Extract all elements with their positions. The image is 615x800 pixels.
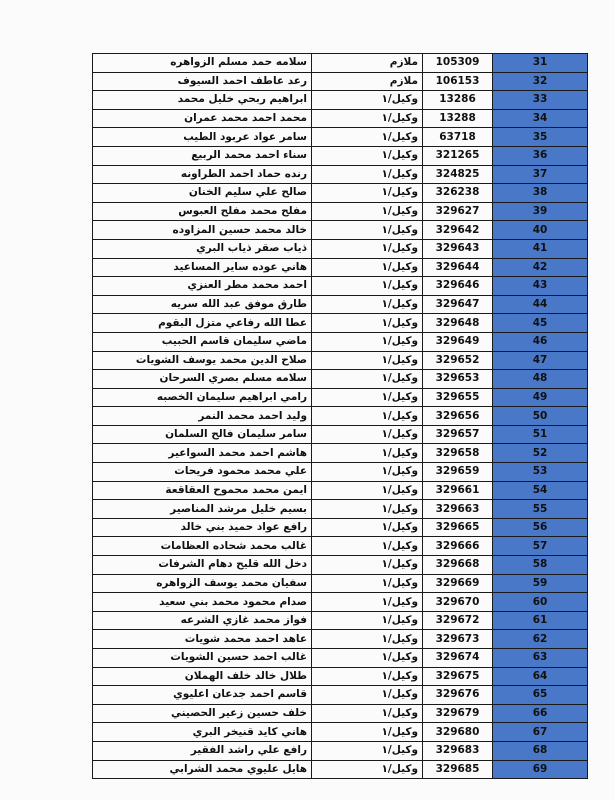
rank-cell: وكيل/١ (312, 760, 423, 779)
id-cell: 329627 (423, 202, 493, 221)
id-cell: 13288 (423, 109, 493, 128)
id-cell: 13286 (423, 91, 493, 110)
id-cell: 329665 (423, 518, 493, 537)
sequence-cell: 34 (493, 109, 588, 128)
name-cell: سلامه مسلم بصري السرحان (93, 370, 312, 389)
id-cell: 324825 (423, 165, 493, 184)
sequence-cell: 46 (493, 332, 588, 351)
table-row (93, 239, 588, 258)
name-cell: رافع عواد حميد بني خالد (93, 518, 312, 537)
sequence-cell: 55 (493, 500, 588, 519)
table-row (93, 723, 588, 742)
id-cell: 329676 (423, 686, 493, 705)
name-cell: ايمن محمد محموح العقاقعة (93, 481, 312, 500)
sequence-cell: 48 (493, 370, 588, 389)
id-cell: 329642 (423, 221, 493, 240)
rank-cell: وكيل/١ (312, 425, 423, 444)
id-cell: 329661 (423, 481, 493, 500)
id-cell: 329656 (423, 407, 493, 426)
table-row (93, 109, 588, 128)
name-cell: هاني كايد قنيخر البري (93, 723, 312, 742)
rank-cell: وكيل/١ (312, 500, 423, 519)
table-row (93, 184, 588, 203)
name-cell: سفيان محمد يوسف الزواهره (93, 574, 312, 593)
sequence-cell: 61 (493, 611, 588, 630)
sequence-cell: 38 (493, 184, 588, 203)
table-row (93, 649, 588, 668)
name-cell: طارق موفق عبد الله سريه (93, 295, 312, 314)
id-cell: 329646 (423, 277, 493, 296)
name-cell: غالب احمد حسين الشويات (93, 649, 312, 668)
id-cell: 329675 (423, 667, 493, 686)
name-cell: عاهد احمد محمد شويات (93, 630, 312, 649)
table-row (93, 128, 588, 147)
table-row (93, 407, 588, 426)
sequence-cell: 69 (493, 760, 588, 779)
name-cell: علي محمد محمود فريحات (93, 463, 312, 482)
sequence-cell: 60 (493, 593, 588, 612)
name-cell: صلاح الدين محمد يوسف الشويات (93, 351, 312, 370)
table-row (93, 277, 588, 296)
personnel-table (92, 53, 588, 779)
table-row (93, 593, 588, 612)
rank-cell: ملازم (312, 54, 423, 73)
rank-cell: وكيل/١ (312, 184, 423, 203)
name-cell: قاسم احمد جدعان اعليوي (93, 686, 312, 705)
id-cell: 105309 (423, 54, 493, 73)
name-cell: غالب محمد شحاده العظامات (93, 537, 312, 556)
sequence-cell: 56 (493, 518, 588, 537)
sequence-cell: 51 (493, 425, 588, 444)
table-row (93, 686, 588, 705)
name-cell: احمد محمد مطر العنزي (93, 277, 312, 296)
rank-cell: وكيل/١ (312, 91, 423, 110)
sequence-cell: 54 (493, 481, 588, 500)
sequence-cell: 35 (493, 128, 588, 147)
name-cell: صالح علي سليم الخنان (93, 184, 312, 203)
id-cell: 329644 (423, 258, 493, 277)
id-cell: 63718 (423, 128, 493, 147)
sequence-cell: 32 (493, 72, 588, 91)
id-cell: 329663 (423, 500, 493, 519)
name-cell: مفلح محمد مفلح العبوس (93, 202, 312, 221)
table-row (93, 574, 588, 593)
rank-cell: وكيل/١ (312, 277, 423, 296)
rank-cell: وكيل/١ (312, 667, 423, 686)
sequence-cell: 45 (493, 314, 588, 333)
sequence-cell: 49 (493, 388, 588, 407)
table-row (93, 630, 588, 649)
rank-cell: وكيل/١ (312, 741, 423, 760)
id-cell: 329655 (423, 388, 493, 407)
name-cell: خلف حسين زعير الحصيني (93, 704, 312, 723)
table-row (93, 146, 588, 165)
sequence-cell: 40 (493, 221, 588, 240)
table-row (93, 165, 588, 184)
id-cell: 329683 (423, 741, 493, 760)
table-row (93, 202, 588, 221)
sequence-cell: 66 (493, 704, 588, 723)
table-row (93, 704, 588, 723)
id-cell: 329673 (423, 630, 493, 649)
id-cell: 106153 (423, 72, 493, 91)
name-cell: هايل عليوي محمد الشرابي (93, 760, 312, 779)
rank-cell: وكيل/١ (312, 109, 423, 128)
sequence-cell: 68 (493, 741, 588, 760)
rank-cell: وكيل/١ (312, 686, 423, 705)
sequence-cell: 43 (493, 277, 588, 296)
sequence-cell: 41 (493, 239, 588, 258)
rank-cell: وكيل/١ (312, 630, 423, 649)
rank-cell: وكيل/١ (312, 295, 423, 314)
table-row (93, 611, 588, 630)
name-cell: هاشم احمد محمد السواعير (93, 444, 312, 463)
id-cell: 329648 (423, 314, 493, 333)
sequence-cell: 65 (493, 686, 588, 705)
table-row (93, 463, 588, 482)
id-cell: 329658 (423, 444, 493, 463)
id-cell: 329653 (423, 370, 493, 389)
name-cell: وليد احمد محمد النمر (93, 407, 312, 426)
rank-cell: وكيل/١ (312, 518, 423, 537)
id-cell: 329679 (423, 704, 493, 723)
table-row (93, 518, 588, 537)
id-cell: 329649 (423, 332, 493, 351)
table-row (93, 481, 588, 500)
table-row (93, 314, 588, 333)
id-cell: 329672 (423, 611, 493, 630)
id-cell: 329669 (423, 574, 493, 593)
name-cell: خالد محمد حسين المزاوده (93, 221, 312, 240)
id-cell: 329680 (423, 723, 493, 742)
name-cell: فواز محمد غازي الشرعه (93, 611, 312, 630)
rank-cell: وكيل/١ (312, 704, 423, 723)
name-cell: طلال خالد خلف الهملان (93, 667, 312, 686)
rank-cell: وكيل/١ (312, 332, 423, 351)
name-cell: ابراهيم ربحي خليل محمد (93, 91, 312, 110)
sequence-cell: 47 (493, 351, 588, 370)
id-cell: 329666 (423, 537, 493, 556)
name-cell: صدام محمود محمد بني سعيد (93, 593, 312, 612)
rank-cell: وكيل/١ (312, 146, 423, 165)
rank-cell: وكيل/١ (312, 463, 423, 482)
name-cell: رعد عاطف احمد السيوف (93, 72, 312, 91)
id-cell: 329652 (423, 351, 493, 370)
rank-cell: وكيل/١ (312, 370, 423, 389)
id-cell: 329657 (423, 425, 493, 444)
name-cell: سلامه حمد مسلم الزواهره (93, 54, 312, 73)
rank-cell: وكيل/١ (312, 407, 423, 426)
table-row (93, 500, 588, 519)
sequence-cell: 36 (493, 146, 588, 165)
rank-cell: وكيل/١ (312, 593, 423, 612)
id-cell: 329670 (423, 593, 493, 612)
table-row (93, 537, 588, 556)
sequence-cell: 42 (493, 258, 588, 277)
rank-cell: وكيل/١ (312, 388, 423, 407)
name-cell: سامر عواد عربود الطيب (93, 128, 312, 147)
rank-cell: وكيل/١ (312, 537, 423, 556)
rank-cell: وكيل/١ (312, 258, 423, 277)
name-cell: هاني عوده ساير المساعيد (93, 258, 312, 277)
sequence-cell: 67 (493, 723, 588, 742)
sequence-cell: 64 (493, 667, 588, 686)
id-cell: 329685 (423, 760, 493, 779)
sequence-cell: 31 (493, 54, 588, 73)
table-row (93, 332, 588, 351)
table-row (93, 54, 588, 73)
rank-cell: وكيل/١ (312, 202, 423, 221)
rank-cell: وكيل/١ (312, 481, 423, 500)
table-row (93, 370, 588, 389)
table-row (93, 741, 588, 760)
table-row (93, 388, 588, 407)
name-cell: سناء احمد محمد الربيع (93, 146, 312, 165)
id-cell: 329659 (423, 463, 493, 482)
id-cell: 329668 (423, 556, 493, 575)
rank-cell: وكيل/١ (312, 444, 423, 463)
rank-cell: ملازم (312, 72, 423, 91)
rank-cell: وكيل/١ (312, 611, 423, 630)
id-cell: 329643 (423, 239, 493, 258)
sequence-cell: 39 (493, 202, 588, 221)
table-row (93, 444, 588, 463)
rank-cell: وكيل/١ (312, 723, 423, 742)
table-row (93, 760, 588, 779)
name-cell: دخل الله قليح دهام الشرفات (93, 556, 312, 575)
sequence-cell: 50 (493, 407, 588, 426)
sequence-cell: 33 (493, 91, 588, 110)
name-cell: بسيم خليل مرشد المناصير (93, 500, 312, 519)
id-cell: 321265 (423, 146, 493, 165)
sequence-cell: 37 (493, 165, 588, 184)
table-row (93, 91, 588, 110)
rank-cell: وكيل/١ (312, 221, 423, 240)
rank-cell: وكيل/١ (312, 165, 423, 184)
id-cell: 329647 (423, 295, 493, 314)
sequence-cell: 57 (493, 537, 588, 556)
rank-cell: وكيل/١ (312, 351, 423, 370)
rank-cell: وكيل/١ (312, 239, 423, 258)
id-cell: 326238 (423, 184, 493, 203)
sequence-cell: 62 (493, 630, 588, 649)
name-cell: عطا الله رفاعي متزل البقوم (93, 314, 312, 333)
sequence-cell: 52 (493, 444, 588, 463)
personnel-table-body (93, 54, 588, 779)
rank-cell: وكيل/١ (312, 574, 423, 593)
name-cell: رامي ابراهيم سليمان الخصبه (93, 388, 312, 407)
sequence-cell: 58 (493, 556, 588, 575)
table-row (93, 667, 588, 686)
table-row (93, 258, 588, 277)
table-row (93, 295, 588, 314)
id-cell: 329674 (423, 649, 493, 668)
name-cell: ذياب صقر ذياب البري (93, 239, 312, 258)
name-cell: ماضي سليمان قاسم الحبيب (93, 332, 312, 351)
name-cell: محمد احمد محمد عمران (93, 109, 312, 128)
rank-cell: وكيل/١ (312, 649, 423, 668)
table-row (93, 556, 588, 575)
sequence-cell: 53 (493, 463, 588, 482)
sequence-cell: 44 (493, 295, 588, 314)
table-row (93, 425, 588, 444)
name-cell: سامر سليمان فالح السلمان (93, 425, 312, 444)
table-row (93, 351, 588, 370)
sequence-cell: 63 (493, 649, 588, 668)
name-cell: رافع علي راشد الفقير (93, 741, 312, 760)
rank-cell: وكيل/١ (312, 556, 423, 575)
table-row (93, 221, 588, 240)
rank-cell: وكيل/١ (312, 128, 423, 147)
sequence-cell: 59 (493, 574, 588, 593)
table-row (93, 72, 588, 91)
name-cell: رنده حماد احمد الطراونه (93, 165, 312, 184)
rank-cell: وكيل/١ (312, 314, 423, 333)
